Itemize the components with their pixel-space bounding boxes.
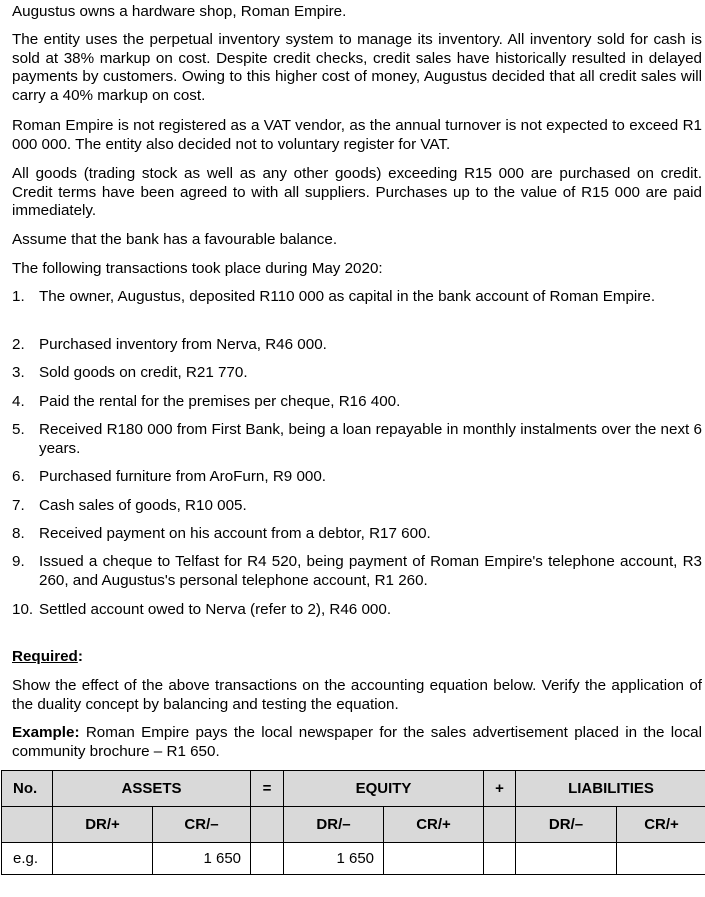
- cell-plus: [484, 843, 516, 875]
- required-colon: :: [77, 648, 83, 665]
- list-item: [12, 393, 702, 412]
- table-row: [2, 843, 705, 875]
- header-assets: ASSETS: [53, 771, 251, 807]
- list-number: 2.: [12, 336, 25, 353]
- list-number: 1.: [12, 288, 25, 305]
- header-plus: +: [484, 771, 516, 807]
- accounting-equation-table: [1, 770, 705, 875]
- list-text: Purchased furniture from AroFurn, R9 000.: [39, 468, 327, 485]
- list-number: 4.: [12, 393, 25, 410]
- cell-equals: [251, 843, 284, 875]
- intro-paragraph: [12, 3, 702, 22]
- list-item: [12, 497, 702, 516]
- list-item: [12, 601, 702, 620]
- list-text: Settled account owed to Nerva (refer to 2), R46 000.: [39, 601, 392, 618]
- list-number: 3.: [12, 364, 25, 381]
- list-number: 5.: [12, 421, 25, 438]
- required-instructions: [12, 677, 702, 714]
- subheader-blank: [2, 807, 53, 843]
- paragraph-text: The entity uses the perpetual inventory system to manage its inventory. All inventory sold for cash is sold at 38% markup on cost. Despite credit checks, credit sales have historically resulted in delayed payments by customers. Owing to this higher cost of money, Augustus decided that all credit sales will carry a 40% markup on cost.: [12, 31, 702, 104]
- list-text: Cash sales of goods, R10 005.: [39, 497, 247, 514]
- bank-paragraph: [12, 231, 702, 250]
- subheader-assets-dr: DR/+: [53, 807, 153, 843]
- list-text: The owner, Augustus, deposited R110 000 as capital in the bank account of Roman Empire.: [39, 288, 656, 305]
- list-item: [12, 553, 702, 590]
- list-item: [12, 288, 702, 307]
- list-item: [12, 468, 702, 487]
- paragraph-text: Roman Empire is not registered as a VAT vendor, as the annual turnover is not expected to exceed R1 000 000. The entity also decided not to voluntary register for VAT.: [12, 117, 702, 153]
- example-text: Roman Empire pays the local newspaper for the sales advertisement placed in the local community brochure – R1 650.: [12, 724, 702, 760]
- inventory-paragraph: [12, 31, 702, 105]
- cell-liab-cr: [617, 843, 705, 875]
- header-equity: EQUITY: [284, 771, 484, 807]
- example-paragraph: [12, 724, 702, 761]
- cell-assets-cr: 1 650: [153, 843, 251, 875]
- required-text: Show the effect of the above transactions on the accounting equation below. Verify the application of the duality concept by balancing and testing the equation.: [12, 677, 702, 713]
- table-subheader-row: [2, 807, 705, 843]
- list-number: 10.: [12, 601, 34, 618]
- list-number: 6.: [12, 468, 25, 485]
- list-text: Issued a cheque to Telfast for R4 520, being payment of Roman Empire's telephone account, R3 260, and Augustus's personal telephone account, R1 260.: [39, 553, 702, 589]
- subheader-equity-dr: DR/–: [284, 807, 384, 843]
- subheader-equity-cr: CR/+: [384, 807, 484, 843]
- paragraph-text: Assume that the bank has a favourable balance.: [12, 231, 338, 248]
- list-number: 7.: [12, 497, 25, 514]
- list-item: [12, 525, 702, 544]
- list-item: [12, 364, 702, 383]
- subheader-liab-dr: DR/–: [516, 807, 617, 843]
- header-equals: =: [251, 771, 284, 807]
- transactions-intro: [12, 260, 702, 279]
- cell-assets-dr: [53, 843, 153, 875]
- header-no: No.: [2, 771, 53, 807]
- required-heading: [12, 648, 702, 667]
- list-number: 9.: [12, 553, 25, 570]
- list-text: Sold goods on credit, R21 770.: [39, 364, 248, 381]
- subheader-blank: [484, 807, 516, 843]
- paragraph-text: The following transactions took place during May 2020:: [12, 260, 383, 277]
- paragraph-text: All goods (trading stock as well as any other goods) exceeding R15 000 are purchased on credit. Credit terms have been agreed to with all suppliers. Purchases up to the value of R15 000 are paid immediately.: [12, 165, 702, 219]
- list-item: [12, 421, 702, 458]
- list-text: Received payment on his account from a debtor, R17 600.: [39, 525, 431, 542]
- required-label: Required: [12, 648, 78, 665]
- subheader-liab-cr: CR/+: [617, 807, 705, 843]
- subheader-blank: [251, 807, 284, 843]
- cell-liab-dr: [516, 843, 617, 875]
- credit-terms-paragraph: [12, 165, 702, 221]
- cell-equity-cr: [384, 843, 484, 875]
- list-text: Purchased inventory from Nerva, R46 000.: [39, 336, 327, 353]
- list-text: Received R180 000 from First Bank, being a loan repayable in monthly instalments over the next 6 years.: [39, 421, 702, 457]
- vat-paragraph: [12, 117, 702, 154]
- example-label: Example:: [12, 724, 80, 741]
- header-liabilities: LIABILITIES: [516, 771, 705, 807]
- list-text: Paid the rental for the premises per cheque, R16 400.: [39, 393, 401, 410]
- intro-text: Augustus owns a hardware shop, Roman Empire.: [12, 3, 347, 20]
- cell-equity-dr: 1 650: [284, 843, 384, 875]
- list-item: [12, 336, 702, 355]
- cell-no: e.g.: [2, 843, 53, 875]
- list-number: 8.: [12, 525, 25, 542]
- table-header-row: [2, 771, 705, 807]
- subheader-assets-cr: CR/–: [153, 807, 251, 843]
